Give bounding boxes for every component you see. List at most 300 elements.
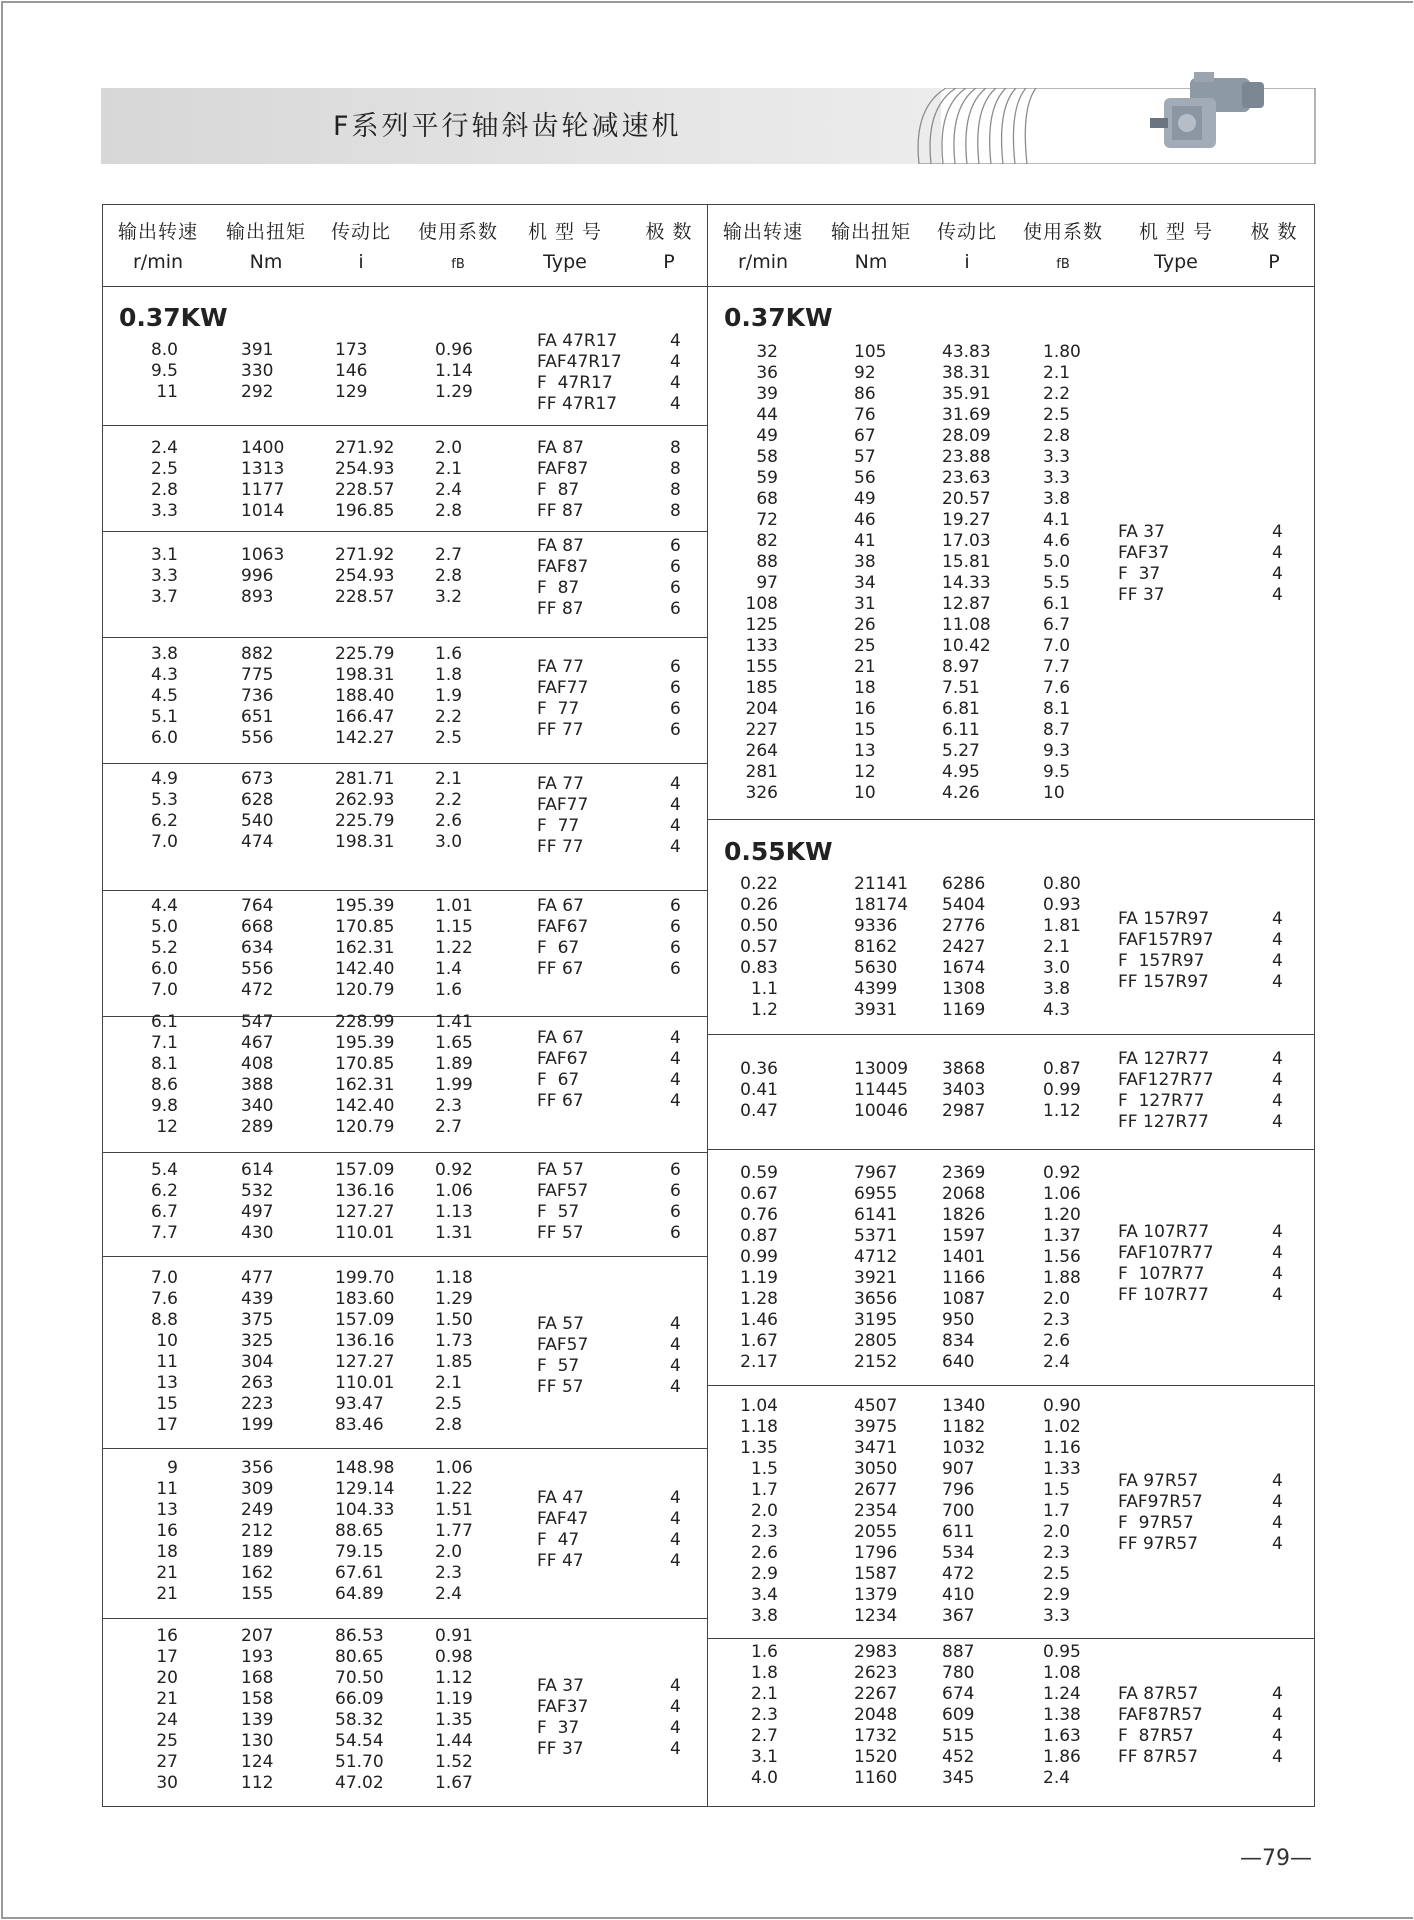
torque-cell: 1177 [241,480,285,500]
torque-cell: 158 [241,1689,274,1709]
type-row [103,1314,707,1335]
header-poles-unit: P [663,251,675,273]
type-cell: FA 37 [537,1676,584,1696]
type-cell: FA 47 [537,1488,584,1508]
type-row [708,1091,1314,1112]
torque-cell: 388 [241,1075,274,1095]
ratio-cell: 157.09 [335,1310,395,1330]
torque-cell: 18174 [854,895,909,915]
speed-cell: 9 [167,1458,178,1478]
ratio-cell: 2987 [942,1101,986,1121]
ratio-cell: 780 [942,1663,975,1683]
type-cell: FAF157R97 [1118,930,1214,950]
type-row [708,1705,1314,1726]
speed-cell: 1.5 [750,1459,778,1479]
torque-cell: 86 [854,384,876,404]
type-cell: FAF97R57 [1118,1492,1203,1512]
type-row [103,959,707,980]
torque-cell: 1063 [241,545,285,565]
speed-cell: 8.6 [150,1075,178,1095]
speed-cell: 8.0 [150,340,178,360]
speed-cell: 281 [745,762,778,782]
type-cell: FF 57 [537,1223,584,1243]
poles-cell: 4 [670,1509,681,1529]
header-speed: 输出转速 [722,221,804,243]
type-cell: FAF47 [537,1509,589,1529]
type-cell: FA 37 [1118,522,1165,542]
speed-cell: 1.1 [750,979,778,999]
ratio-cell: 136.16 [335,1181,395,1201]
type-cell: FA 97R57 [1118,1471,1199,1491]
table-row [708,1585,1314,1606]
poles-cell: 4 [670,1028,681,1048]
service-factor-cell: 1.35 [435,1710,473,1730]
type-cell: F 77 [537,816,580,836]
speed-cell: 1.35 [740,1438,778,1458]
ratio-cell: 170.85 [335,1054,395,1074]
model-group [708,1149,1314,1385]
ratio-cell: 640 [942,1352,975,1372]
torque-cell: 223 [241,1394,274,1414]
torque-cell: 1732 [854,1726,898,1746]
service-factor-cell: 2.3 [435,1096,463,1116]
poles-cell: 4 [670,352,681,372]
model-group [103,1448,707,1618]
speed-cell: 1.04 [740,1396,778,1416]
speed-cell: 32 [756,342,778,362]
ratio-cell: 146 [335,361,368,381]
service-factor-cell: 1.67 [435,1773,473,1793]
torque-cell: 1313 [241,459,285,479]
header-torque-unit: Nm [249,251,283,273]
type-row [103,1049,707,1070]
table-row [103,1626,707,1647]
type-cell: FAF57 [537,1335,589,1355]
poles-cell: 4 [670,1335,681,1355]
ratio-cell: 254.93 [335,459,395,479]
header-ratio: 传动比 [936,221,998,243]
torque-cell: 49 [854,489,876,509]
speed-cell: 3.8 [150,644,178,664]
table-row [103,1289,707,1310]
service-factor-cell: 2.5 [435,1394,463,1414]
speed-cell: 11 [156,1479,178,1499]
type-row [103,352,707,373]
ratio-cell: 4.95 [942,762,980,782]
gear-motor-image [1150,68,1270,158]
service-factor-cell: 3.2 [435,587,463,607]
service-factor-cell: 2.8 [435,566,463,586]
type-cell: FAF87 [537,459,589,479]
service-factor-cell: 2.1 [1043,363,1071,383]
header-poles: 极 数 [645,221,693,243]
service-factor-cell: 0.90 [1043,1396,1081,1416]
service-factor-cell: 2.1 [1043,937,1071,957]
type-cell: FAF87 [537,557,589,577]
ratio-cell: 534 [942,1543,975,1563]
table-row [103,1268,707,1289]
ratio-cell: 162.31 [335,1075,395,1095]
torque-cell: 112 [241,1773,274,1793]
type-row [708,909,1314,930]
service-factor-cell: 2.6 [1043,1331,1071,1351]
speed-cell: 0.50 [740,916,778,936]
speed-cell: 0.59 [740,1163,778,1183]
poles-cell: 4 [1272,1222,1283,1242]
header-torque-unit: Nm [854,251,888,273]
poles-cell: 4 [670,795,681,815]
ratio-cell: 1308 [942,979,986,999]
torque-cell: 4399 [854,979,898,999]
ratio-cell: 166.47 [335,707,395,727]
speed-cell: 2.8 [150,480,178,500]
header-torque: 输出扭矩 [225,221,307,243]
service-factor-cell: 1.12 [1043,1101,1081,1121]
speed-cell: 0.57 [740,937,778,957]
service-factor-cell: 1.77 [435,1521,473,1541]
type-cell: FF 37 [537,1739,584,1759]
service-factor-cell: 3.3 [1043,447,1071,467]
ratio-cell: 1826 [942,1205,986,1225]
speed-cell: 18 [156,1542,178,1562]
type-cell: FF 77 [537,720,584,740]
service-factor-cell: 2.1 [435,459,463,479]
type-row [103,599,707,620]
torque-cell: 439 [241,1289,274,1309]
type-cell: FA 77 [537,774,584,794]
poles-cell: 4 [670,1739,681,1759]
table-row [708,1352,1314,1373]
torque-cell: 16 [854,699,876,719]
header-service-factor-unit: fB [451,257,465,272]
table-row [708,657,1314,678]
speed-cell: 10 [156,1331,178,1351]
torque-cell: 497 [241,1202,274,1222]
table-row [708,762,1314,783]
type-row [103,657,707,678]
ratio-cell: 157.09 [335,1160,395,1180]
speed-cell: 1.67 [740,1331,778,1351]
service-factor-cell: 1.37 [1043,1226,1081,1246]
header-ratio-unit: i [964,251,970,273]
table-header [708,205,1314,287]
ratio-cell: 67.61 [335,1563,384,1583]
ratio-cell: 35.91 [942,384,991,404]
service-factor-cell: 1.51 [435,1500,473,1520]
torque-cell: 325 [241,1331,274,1351]
model-group [708,287,1314,819]
type-cell: FAF67 [537,1049,589,1069]
torque-cell: 472 [241,980,274,1000]
type-row [103,394,707,415]
poles-cell: 4 [1272,1243,1283,1263]
service-factor-cell: 1.20 [1043,1205,1081,1225]
poles-cell: 4 [1272,1513,1283,1533]
poles-cell: 6 [670,657,681,677]
poles-cell: 4 [1272,1091,1283,1111]
poles-cell: 6 [670,557,681,577]
torque-cell: 540 [241,811,274,831]
ratio-cell: 796 [942,1480,975,1500]
service-factor-cell: 3.3 [1043,468,1071,488]
table-row [708,489,1314,510]
service-factor-cell: 1.86 [1043,1747,1081,1767]
type-cell: FA 47R17 [537,331,618,351]
model-group [103,763,707,890]
torque-cell: 8162 [854,937,898,957]
speed-cell: 5.4 [150,1160,178,1180]
service-factor-cell: 4.6 [1043,531,1071,551]
service-factor-cell: 1.85 [435,1352,473,1372]
torque-cell: 309 [241,1479,274,1499]
service-factor-cell: 2.2 [435,790,463,810]
service-factor-cell: 0.80 [1043,874,1081,894]
service-factor-cell: 2.5 [1043,405,1071,425]
speed-cell: 326 [745,783,778,803]
type-cell: F 37 [537,1718,580,1738]
service-factor-cell: 2.6 [435,811,463,831]
torque-cell: 532 [241,1181,274,1201]
torque-cell: 193 [241,1647,274,1667]
type-row [103,438,707,459]
type-row [103,795,707,816]
torque-cell: 162 [241,1563,274,1583]
poles-cell: 6 [670,938,681,958]
ratio-cell: 196.85 [335,501,395,521]
type-cell: FF 67 [537,959,584,979]
speed-cell: 2.17 [740,1352,778,1372]
torque-cell: 34 [854,573,876,593]
poles-cell: 4 [670,1091,681,1111]
table-row [708,1642,1314,1663]
model-group [103,1012,707,1152]
ratio-cell: 129 [335,382,368,402]
torque-cell: 1796 [854,1543,898,1563]
table-row [708,426,1314,447]
table-row [708,1438,1314,1459]
speed-cell: 0.67 [740,1184,778,1204]
ratio-cell: 12.87 [942,594,991,614]
torque-cell: 2354 [854,1501,898,1521]
ratio-cell: 5.27 [942,741,980,761]
torque-cell: 474 [241,832,274,852]
torque-cell: 330 [241,361,274,381]
ratio-cell: 28.09 [942,426,991,446]
speed-cell: 2.3 [750,1705,778,1725]
ratio-cell: 410 [942,1585,975,1605]
ratio-cell: 38.31 [942,363,991,383]
model-group [708,819,1314,1034]
speed-cell: 2.3 [750,1522,778,1542]
service-factor-cell: 1.12 [435,1668,473,1688]
type-row [708,543,1314,564]
table-row [708,468,1314,489]
service-factor-cell: 1.29 [435,382,473,402]
header-torque: 输出扭矩 [830,221,912,243]
speed-cell: 11 [156,1352,178,1372]
torque-cell: 1379 [854,1585,898,1605]
torque-cell: 996 [241,566,274,586]
table-row [708,783,1314,804]
poles-cell: 4 [1272,1705,1283,1725]
type-cell: F 87 [537,578,580,598]
type-row [103,459,707,480]
poles-cell: 6 [670,678,681,698]
service-factor-cell: 2.5 [435,728,463,748]
service-factor-cell: 8.1 [1043,699,1071,719]
type-row [103,896,707,917]
torque-cell: 6955 [854,1184,898,1204]
ratio-cell: 228.57 [335,480,395,500]
page-number: —79— [1240,1846,1312,1871]
torque-cell: 5630 [854,958,898,978]
ratio-cell: 2776 [942,916,986,936]
table-row [708,699,1314,720]
speed-cell: 2.0 [750,1501,778,1521]
ratio-cell: 674 [942,1684,975,1704]
poles-cell: 6 [670,959,681,979]
speed-cell: 2.9 [750,1564,778,1584]
service-factor-cell: 2.0 [1043,1289,1071,1309]
service-factor-cell: 7.7 [1043,657,1071,677]
speed-cell: 3.7 [150,587,178,607]
type-row [708,1049,1314,1070]
header-service-factor-unit: fB [1056,257,1070,272]
table-row [708,1310,1314,1331]
type-cell: FF 87 [537,501,584,521]
speed-cell: 1.46 [740,1310,778,1330]
poles-cell: 6 [670,1223,681,1243]
torque-cell: 1234 [854,1606,898,1626]
torque-cell: 430 [241,1223,274,1243]
type-cell: F 47 [537,1530,580,1550]
speed-cell: 185 [745,678,778,698]
type-cell: FF 47 [537,1551,584,1571]
speed-cell: 2.5 [150,459,178,479]
poles-cell: 6 [670,536,681,556]
torque-cell: 25 [854,636,876,656]
poles-cell: 4 [670,1718,681,1738]
torque-cell: 10 [854,783,876,803]
torque-cell: 340 [241,1096,274,1116]
poles-cell: 4 [670,1488,681,1508]
type-row [103,373,707,394]
service-factor-cell: 2.7 [435,545,463,565]
speed-cell: 264 [745,741,778,761]
speed-cell: 16 [156,1626,178,1646]
speed-cell: 6.1 [150,1012,178,1032]
type-cell: F 157R97 [1118,951,1205,971]
service-factor-cell: 2.2 [435,707,463,727]
type-row [103,1356,707,1377]
service-factor-cell: 2.3 [435,1563,463,1583]
torque-cell: 477 [241,1268,274,1288]
speed-cell: 155 [745,657,778,677]
poles-cell: 4 [1272,1492,1283,1512]
service-factor-cell: 3.0 [1043,958,1071,978]
ratio-cell: 2369 [942,1163,986,1183]
service-factor-cell: 2.0 [1043,1522,1071,1542]
type-cell: FAF107R77 [1118,1243,1214,1263]
speed-cell: 0.22 [740,874,778,894]
ratio-cell: 225.79 [335,644,395,664]
torque-cell: 556 [241,728,274,748]
speed-cell: 0.87 [740,1226,778,1246]
service-factor-cell: 2.4 [1043,1768,1071,1788]
speed-cell: 4.5 [150,686,178,706]
poles-cell: 8 [670,438,681,458]
service-factor-cell: 2.9 [1043,1585,1071,1605]
table-row [708,1768,1314,1789]
poles-cell: 6 [670,599,681,619]
torque-cell: 2048 [854,1705,898,1725]
speed-cell: 4.4 [150,896,178,916]
ratio-cell: 148.98 [335,1458,395,1478]
service-factor-cell: 1.7 [1043,1501,1071,1521]
speed-cell: 97 [756,573,778,593]
header-type-unit: Type [1154,251,1198,273]
service-factor-cell: 10 [1043,783,1065,803]
ratio-cell: 10.42 [942,636,991,656]
type-row [708,1534,1314,1555]
service-factor-cell: 2.0 [435,1542,463,1562]
model-group [708,1385,1314,1638]
type-row [708,930,1314,951]
poles-cell: 4 [1272,951,1283,971]
speed-cell: 7.6 [150,1289,178,1309]
type-cell: FA 87R57 [1118,1684,1199,1704]
service-factor-cell: 1.24 [1043,1684,1081,1704]
title-banner [101,88,1316,164]
table-row [103,1458,707,1479]
ratio-cell: 1674 [942,958,986,978]
type-row [103,720,707,741]
speed-cell: 6.7 [150,1202,178,1222]
model-group [103,1152,707,1256]
torque-cell: 56 [854,468,876,488]
table-row [708,636,1314,657]
speed-cell: 7.7 [150,1223,178,1243]
poles-cell: 4 [670,1697,681,1717]
type-cell: F 67 [537,1070,580,1090]
poles-cell: 4 [1272,585,1283,605]
poles-cell: 6 [670,1181,681,1201]
service-factor-cell: 1.31 [435,1223,473,1243]
speed-cell: 3.4 [750,1585,778,1605]
torque-cell: 2623 [854,1663,898,1683]
ratio-cell: 54.54 [335,1731,384,1751]
service-factor-cell: 2.1 [435,1373,463,1393]
torque-cell: 57 [854,447,876,467]
model-group [103,890,707,1016]
header-poles-unit: P [1268,251,1280,273]
ratio-cell: 611 [942,1522,975,1542]
type-row [103,1739,707,1760]
type-cell: F 127R77 [1118,1091,1205,1111]
type-row [103,699,707,720]
table-row [708,363,1314,384]
service-factor-cell: 1.88 [1043,1268,1081,1288]
ratio-cell: 7.51 [942,678,980,698]
type-cell: FAF67 [537,917,589,937]
ratio-cell: 14.33 [942,573,991,593]
header-speed-unit: r/min [132,251,184,273]
ratio-cell: 183.60 [335,1289,395,1309]
service-factor-cell: 1.65 [435,1033,473,1053]
speed-cell: 17 [156,1415,178,1435]
model-group [103,637,707,763]
type-row [708,1513,1314,1534]
